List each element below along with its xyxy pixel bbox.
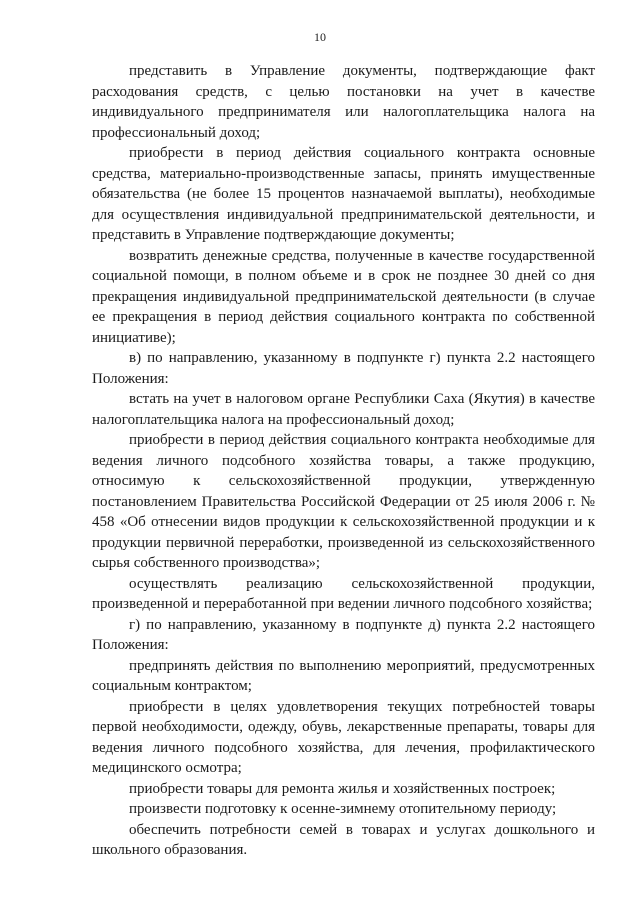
- paragraph-subitem-v: в) по направлению, указанному в подпункте г) пункта 2.2 настоящего Положения:: [92, 350, 595, 387]
- paragraph-sell-produce: осуществлять реализацию сельскохозяйственной продукции, произведенной и переработанной при ведении личного подсобного хозяйства;: [92, 575, 595, 612]
- document-body: [92, 61, 595, 861]
- paragraph-acquire-farm-goods: приобрести в период действия социального контракта необходимые для ведения личного подсобного хозяйства товары, а также продукцию, относимую к сельскохозяйственной продукции, утвержденную постановлением Правительства Российской Федерации от 25 июля 2006 г. № 458 «Об отнесении видов продукции к сельскохозяйственной продукции и к продукции первичной переработки, произведенной из сельскохозяйственного сырья собственного производства»;: [92, 432, 595, 571]
- paragraph-repair-housing: приобрести товары для ремонта жилья и хозяйственных построек;: [129, 780, 556, 797]
- paragraph-take-actions: предпринять действия по выполнению мероприятий, предусмотренных социальным контрактом;: [92, 657, 595, 694]
- paragraph-submit-documents: представить в Управление документы, подтверждающие факт расходования средств, с целью постановки на учет в качестве индивидуального предпринимателя или налогоплательщика налога на профессиональный доход;: [92, 63, 595, 141]
- page-number: 10: [314, 30, 326, 44]
- paragraph-acquire-essentials: приобрести в целях удовлетворения текущих потребностей товары первой необходимости, одежду, обувь, лекарственные препараты, товары для ведения личного подсобного хозяйства, для лечения, профилактического медицинского осмотра;: [92, 698, 595, 776]
- paragraph-heating-preparation: произвести подготовку к осенне-зимнему отопительному периоду;: [129, 801, 557, 817]
- paragraph-return-funds: возвратить денежные средства, полученные в качестве государственной социальной помощи, в полном объеме и в срок не позднее 30 дней со дня прекращения индивидуальной предпринимательской деятельности (в случае ее прекращения в период действия социального контракта по собственной инициативе);: [92, 247, 595, 346]
- paragraph-acquire-fixed-assets: приобрести в период действия социального контракта основные средства, материально-производственные запасы, принять имущественные обязательства (не более 15 процентов назначаемой выплаты), необходимые для осуществления индивидуальной предпринимательской деятельности, и представить в Управление подтверждающие документы;: [92, 145, 595, 243]
- paragraph-education-needs: обеспечить потребности семей в товарах и услугах дошкольного и школьного образования.: [92, 821, 595, 858]
- paragraph-register-tax: встать на учет в налоговом органе Республики Саха (Якутия) в качестве налогоплательщика налога на профессиональный доход;: [92, 391, 595, 428]
- paragraph-subitem-g: г) по направлению, указанному в подпункте д) пункта 2.2 настоящего Положения:: [92, 616, 595, 653]
